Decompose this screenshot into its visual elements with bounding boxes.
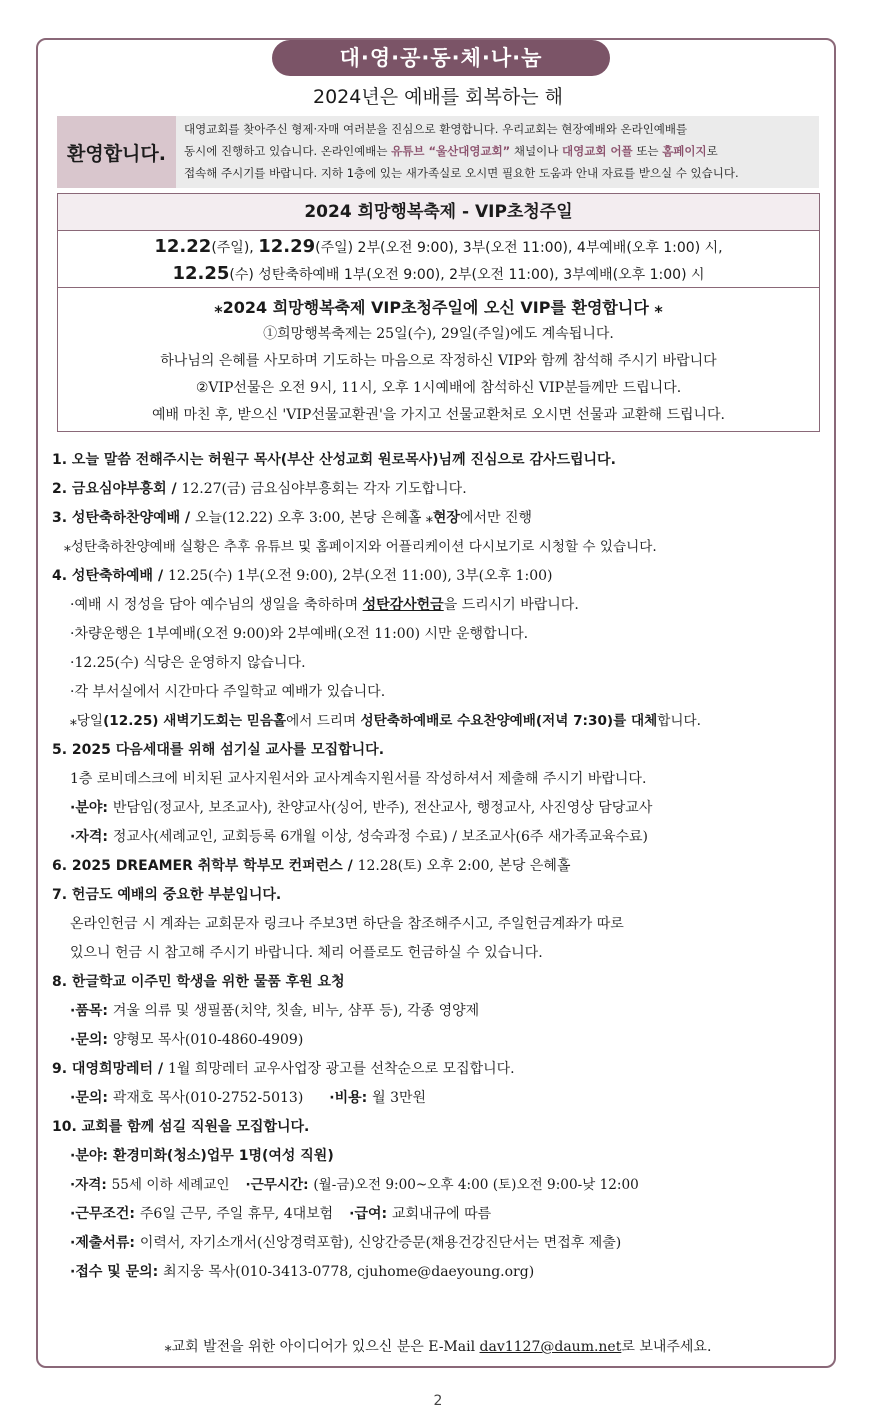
notice-10-field [52,1171,832,1200]
notice-emphasis: 성탄감사헌금 [362,597,444,613]
field-value: 이력서, 자기소개서(신앙경력포함), 신앙간증문(채용건강진단서는 면접후 제출) [139,1235,622,1251]
vip-welcome-line: ①희망행복축제는 25일(수), 29일(주일)에도 계속됩니다. [263,326,614,342]
app-link[interactable]: 대영교회 어플 [562,144,633,158]
notice-emphasis: 현장 [432,510,460,526]
notice-10-field [52,1200,832,1229]
field-value: 반담임(정교사, 보조교사), 찬양교사(싱어, 반주), 전산교사, 행정교사, 사진영상 담당교사 [112,800,653,816]
notice-10-field: ·분야: 환경미화(청소)업무 1명(여성 직원) [70,1148,334,1164]
welcome-label: 환영합니다. [57,116,176,188]
notice-5-text: 1층 로비데스크에 비치된 교사지원서와 교사계속지원서를 작성하셔서 제출해 주시기 바랍니다. [70,771,647,787]
field-label: ·접수 및 문의: [70,1264,164,1280]
notice-6 [52,852,832,881]
text: 로 보내주세요. [621,1339,712,1355]
field-label: ·근무시간: [245,1177,314,1193]
vip-welcome-line: 하나님의 은혜를 사모하며 기도하는 마음으로 작정하신 VIP와 함께 참석해 주시기 바랍니다 [160,353,717,369]
notice-8: 8. 한글학교 이주민 학생을 위한 물품 후원 요청 [52,974,345,990]
notice-5-field [52,823,832,852]
notice-9 [52,1055,832,1084]
email-link[interactable]: dav1127@daum.net [479,1339,622,1355]
vip-section [57,193,820,432]
date: 12.25 [172,263,230,284]
welcome-line-3: 접속해 주시기를 바랍니다. 지하 1층에 있는 새가족실로 오시면 필요한 도움과 안내 자료를 받으실 수 있습니다. [184,166,739,180]
text: (수) 성탄축하예배 1부(오전 9:00), 2부(오전 11:00), 3부예배(오후 1:00) 시 [229,267,705,283]
notice-heading: 2. 금요심야부흥회 / [52,481,182,497]
notice-text: 1월 희망레터 교우사업장 광고를 선착순으로 모집합니다. [167,1061,515,1077]
vip-welcome-title: ⁎2024 희망행복축제 VIP초청주일에 오신 VIP를 환영합니다 ⁎ [214,298,663,317]
field-value: 월 3만원 [372,1090,427,1106]
vip-schedule-line-2 [58,261,819,288]
field-label: ·급여: [349,1206,393,1222]
notice-7-text: 온라인헌금 시 계좌는 교회문자 링크나 주보3면 하단을 참조해주시고, 주일헌금계좌가 따로 [70,916,624,932]
notice-4-item: ·12.25(수) 식당은 운영하지 않습니다. [70,655,306,671]
field-value: 양형모 목사(010-4860-4909) [112,1032,304,1048]
date: 12.29 [258,236,316,257]
notice-8-field [52,997,832,1026]
field-label: ·품목: [70,1003,113,1019]
notice-emphasis: 성탄축하예배로 수요찬양예배(저녁 7:30)를 대체 [360,713,658,729]
vip-schedule-line-1 [58,234,819,261]
page-subtitle: 2024년은 예배를 회복하는 해 [312,86,563,108]
notice-2 [52,475,832,504]
notice-3 [52,504,832,533]
welcome-text [176,116,819,188]
notice-8-field [52,1026,832,1055]
text: 채널이나 [510,144,562,158]
welcome-line-1: 대영교회를 찾아주신 형제·자매 여러분을 진심으로 환영합니다. 우리교회는 현장예배와 온라인예배를 [184,122,688,136]
vip-welcome-line: 예배 마친 후, 받으신 'VIP선물교환권'을 가지고 선물교환처로 오시면 선물과 교환해 드립니다. [151,407,726,423]
notice-emphasis: (12.25) 새벽기도회는 믿음홀 [103,713,287,729]
notice-5-field [52,794,832,823]
notice-text: 에서만 진행 [459,510,532,526]
field-value: 곽재호 목사(010-2752-5013) [112,1090,304,1106]
notice-text: 12.25(수) 1부(오전 9:00), 2부(오전 11:00), 3부(오후 1:00) [167,568,553,584]
notice-text: 오늘(12.22) 오후 3:00, 본당 은혜홀 ⁎ [195,510,433,526]
field-value: (월-금)오전 9:00~오후 4:00 (토)오전 9:00-낮 12:00 [313,1177,639,1193]
vip-welcome-line: ②VIP선물은 오전 9시, 11시, 오후 1시예배에 참석하신 VIP분들께만 드립니다. [195,380,682,396]
text: (주일), [211,240,259,256]
vip-welcome [58,288,819,431]
field-label: ·비용: [329,1090,373,1106]
field-value: 겨울 의류 및 생필품(치약, 칫솔, 비누, 샴푸 등), 각종 영양제 [112,1003,480,1019]
text: (주일) 2부(오전 9:00), 3부(오전 11:00), 4부예배(오후 1:00) 시, [315,240,723,256]
field-value: 최지웅 목사(010-3413-0778, cjuhome@daeyoung.org) [163,1264,535,1280]
field-label: ·문의: [70,1090,113,1106]
page-title: 대·영·공·동·체·나·눔 [272,40,610,76]
text: 또는 [632,144,663,158]
notice-10-field [52,1229,832,1258]
field-value: 교회내규에 따름 [392,1206,492,1222]
notice-9-field [52,1084,832,1113]
notice-text: 12.28(토) 오후 2:00, 본당 은혜홀 [357,858,571,874]
text: 로 [706,144,718,158]
field-label: ·자격: [70,1177,112,1193]
date: 12.22 [154,236,212,257]
field-label: ·문의: [70,1032,113,1048]
notice-heading: 9. 대영희망레터 / [52,1061,168,1077]
notice-list [52,446,832,1287]
field-label: ·근무조건: [70,1206,140,1222]
notice-1: 1. 오늘 말씀 전해주시는 허원구 목사(부산 산성교회 원로목사)님께 진심으로 감사드립니다. [52,452,616,468]
vip-schedule [58,231,819,288]
field-label: ·분야: [70,800,113,816]
field-label: ·자격: [70,829,113,845]
notice-7: 7. 헌금도 예배의 중요한 부분입니다. [52,887,282,903]
homepage-link[interactable]: 홈페이지 [662,144,707,158]
text: ·예배 시 정성을 담아 예수님의 생일을 축하하며 [70,597,363,613]
text: 을 드리시기 바랍니다. [443,597,579,613]
notice-text: 12.27(금) 금요심야부흥회는 각자 기도합니다. [181,481,467,497]
text: ⁎당일 [70,713,104,729]
notice-heading: 6. 2025 DREAMER 취학부 학부모 컨퍼런스 / [52,858,358,874]
notice-5: 5. 2025 다음세대를 위해 섬기실 교사를 모집합니다. [52,742,385,758]
text: 에서 드리며 [286,713,361,729]
notice-7-text: 있으니 헌금 시 참고해 주시기 바랍니다. 체리 어플로도 헌금하실 수 있습니다. [70,945,543,961]
welcome-line-2 [184,140,811,162]
page-number: 2 [433,1393,443,1409]
vip-title: 2024 희망행복축제 - VIP초청주일 [58,194,819,231]
field-value: 55세 이하 세례교인 [111,1177,230,1193]
notice-3-sub: ⁎성탄축하찬양예배 실황은 추후 유튜브 및 홈페이지와 어플리케이션 다시보기로 시청할 수 있습니다. [64,539,657,555]
field-value: 정교사(세례교인, 교회등록 6개월 이상, 성숙과정 수료) / 보조교사(6주 새가족교육수료) [112,829,649,845]
notice-4-item: ·각 부서실에서 시간마다 주일학교 예배가 있습니다. [70,684,386,700]
notice-heading: 4. 성탄축하예배 / [52,568,168,584]
notice-10-field [52,1258,832,1287]
notice-4 [52,562,832,591]
text: 합니다. [657,713,701,729]
notice-4-item [52,707,832,736]
footer-note [0,1336,876,1356]
notice-10: 10. 교회를 함께 섬길 직원을 모집합니다. [52,1119,310,1135]
field-value: 주6일 근무, 주일 휴무, 4대보험 [139,1206,334,1222]
notice-4-item [52,591,832,620]
youtube-link[interactable]: 유튜브 “울산대영교회” [391,144,511,158]
text: ⁎교회 발전을 위한 아이디어가 있으신 분은 E-Mail [164,1339,480,1355]
welcome-section [57,116,819,188]
notice-heading: 3. 성탄축하찬양예배 / [52,510,195,526]
text: 동시에 진행하고 있습니다. 온라인예배는 [184,144,392,158]
field-label: ·제출서류: [70,1235,140,1251]
notice-4-item: ·차량운행은 1부예배(오전 9:00)와 2부예배(오전 11:00) 시만 운행합니다. [70,626,529,642]
